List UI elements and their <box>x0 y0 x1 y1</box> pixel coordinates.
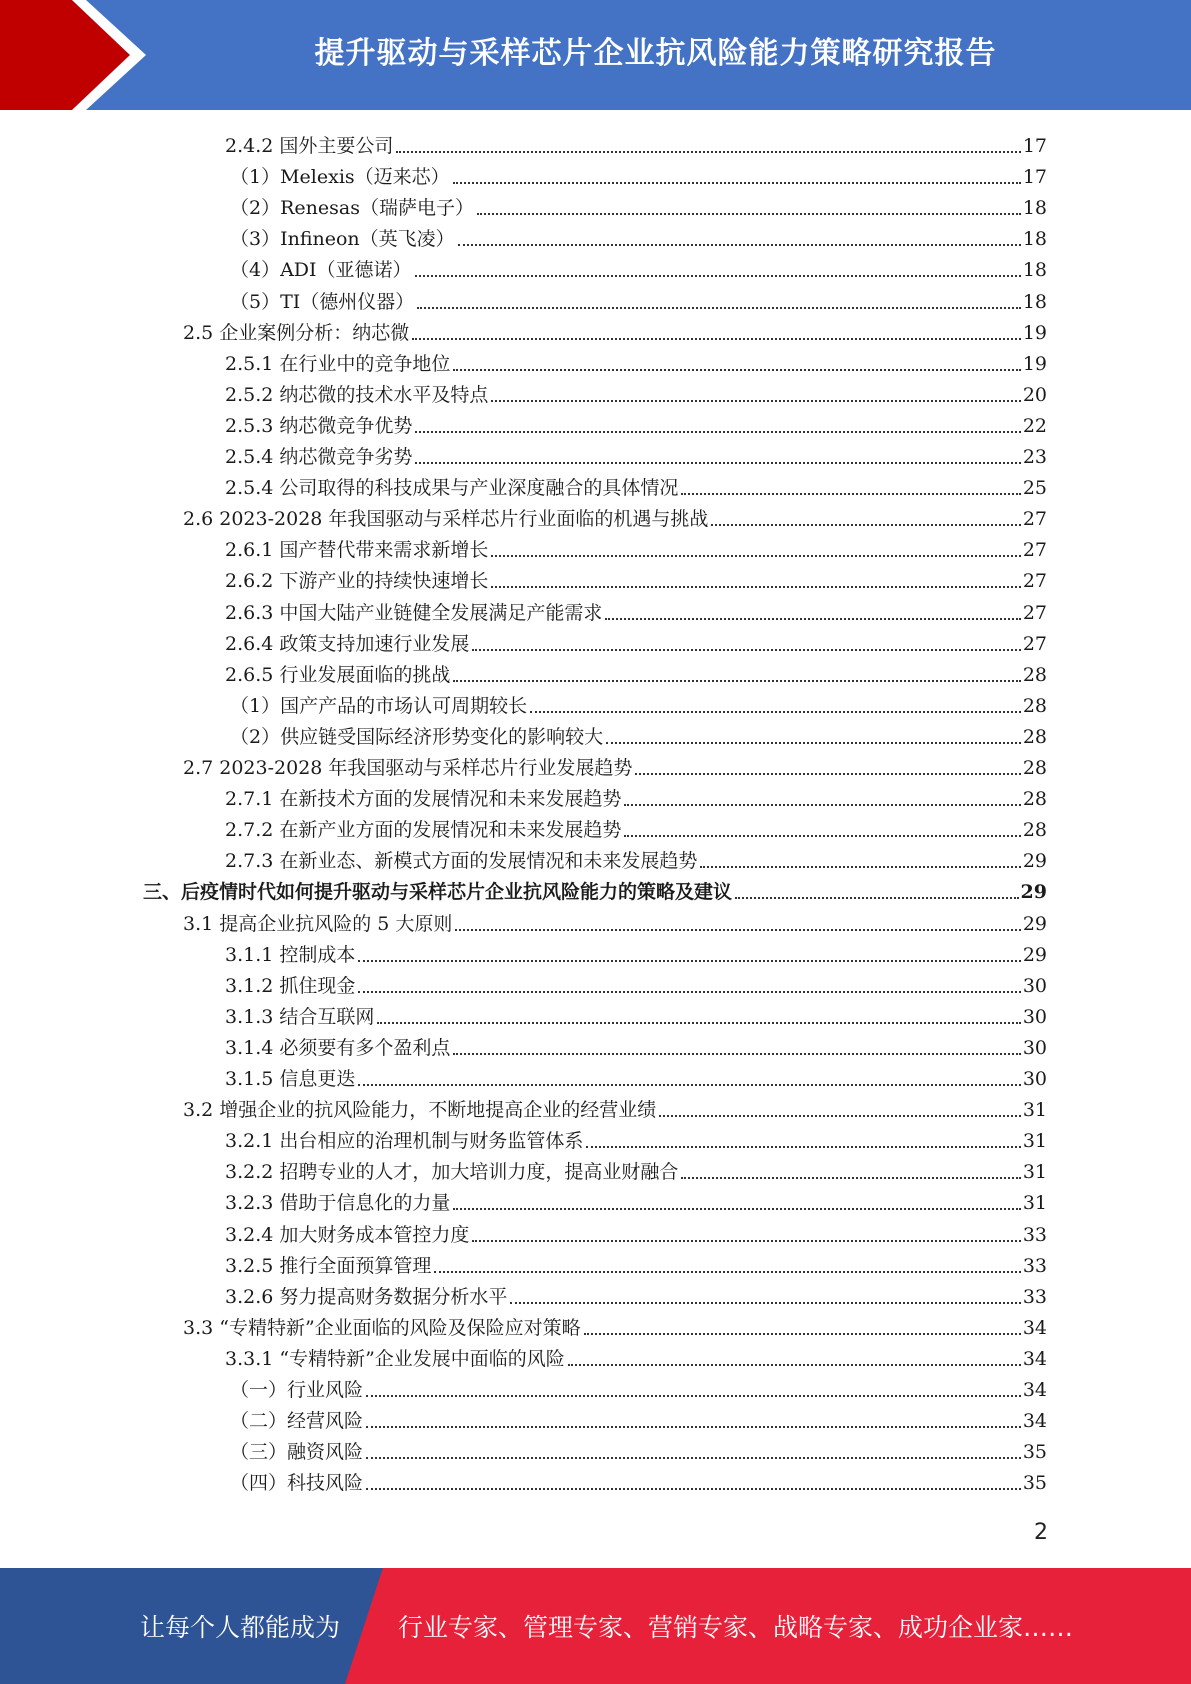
toc-entry[interactable] <box>225 407 1047 438</box>
toc-dot-leader <box>472 1240 1020 1242</box>
page-number: 2 <box>1034 1520 1048 1545</box>
toc-entry-page: 29 <box>1022 912 1047 935</box>
toc-dot-leader <box>453 1208 1020 1210</box>
toc-entry[interactable] <box>225 625 1047 656</box>
toc-entry-page: 27 <box>1022 632 1047 655</box>
toc-entry-page: 17 <box>1022 135 1047 157</box>
toc-dot-leader <box>453 680 1020 682</box>
toc-dot-leader <box>358 960 1020 962</box>
page-footer <box>0 1568 1191 1684</box>
toc-dot-leader <box>491 400 1020 402</box>
toc-entry-page: 30 <box>1022 1005 1047 1028</box>
toc-entry-label: （1）Melexis（迈来芯） <box>230 166 450 189</box>
toc-entry-page: 29 <box>1020 881 1047 904</box>
toc-dot-leader <box>510 1302 1020 1304</box>
toc-entry-page: 34 <box>1022 1379 1047 1401</box>
toc-entry-label: 3.2.1 出台相应的治理机制与财务监管体系 <box>225 1130 584 1153</box>
toc-entry-label: （2）供应链受国际经济形势变化的影响较大 <box>230 725 604 748</box>
toc-dot-leader <box>415 462 1020 464</box>
toc-dot-leader <box>477 213 1021 215</box>
toc-entry-label: （4）ADI（亚德诺） <box>230 259 412 282</box>
toc-dot-leader <box>415 431 1020 433</box>
toc-entry-page: 35 <box>1022 1441 1047 1464</box>
toc-dot-leader <box>366 1426 1021 1428</box>
toc-dot-leader <box>624 804 1020 806</box>
toc-entry[interactable] <box>183 905 1047 936</box>
toc-entry-page: 22 <box>1022 414 1047 437</box>
toc-entry-page: 28 <box>1022 694 1047 717</box>
toc-entry-label: 3.3.1 “专精特新”企业发展中面临的风险 <box>225 1347 565 1370</box>
toc-entry-label: 3.2 增强企业的抗风险能力，不断地提高企业的经营业绩 <box>183 1099 657 1122</box>
toc-entry[interactable] <box>230 687 1047 718</box>
toc-dot-leader <box>605 618 1020 620</box>
toc-entry-label: （1）国产产品的市场认可周期较长 <box>230 694 528 717</box>
toc-dot-leader <box>472 649 1020 651</box>
toc-entry-page: 30 <box>1022 1036 1047 1059</box>
toc-dot-leader <box>453 369 1020 371</box>
toc-entry[interactable] <box>230 1371 1047 1402</box>
toc-entry[interactable] <box>225 469 1047 500</box>
toc-entry-label: 2.6.4 政策支持加速行业发展 <box>225 632 470 655</box>
toc-entry[interactable] <box>225 1247 1047 1278</box>
toc-entry-page: 27 <box>1022 570 1047 593</box>
toc-entry[interactable] <box>225 1029 1047 1060</box>
toc-dot-leader <box>458 244 1021 246</box>
toc-entry[interactable] <box>225 562 1047 593</box>
toc-dot-leader <box>735 897 1019 899</box>
toc-entry-label: （四）科技风险 <box>230 1472 364 1495</box>
red-arrow-logo-icon <box>0 0 150 110</box>
toc-entry[interactable] <box>225 1340 1047 1371</box>
toc-entry-page: 18 <box>1022 290 1047 313</box>
toc-dot-leader <box>606 742 1021 744</box>
toc-entry-page: 31 <box>1022 1161 1047 1184</box>
toc-entry-label: 2.5.4 纳芯微竞争劣势 <box>225 446 413 468</box>
toc-entry-page: 28 <box>1022 819 1047 842</box>
toc-dot-leader <box>396 151 1020 153</box>
toc-entry[interactable] <box>230 718 1047 749</box>
toc-entry[interactable] <box>230 189 1047 220</box>
toc-dot-leader <box>681 1177 1020 1179</box>
toc-entry-label: 2.7.3 在新业态、新模式方面的发展情况和未来发展趋势 <box>225 850 698 873</box>
toc-entry-page: 25 <box>1022 477 1047 500</box>
toc-entry-label: 3.2.2 招聘专业的人才，加大培训力度，提高业财融合 <box>225 1161 679 1184</box>
toc-entry-label: 2.5.4 公司取得的科技成果与产业深度融合的具体情况 <box>225 477 679 500</box>
toc-entry-page: 27 <box>1022 539 1047 562</box>
toc-entry-page: 18 <box>1022 228 1047 251</box>
toc-dot-leader <box>358 991 1020 993</box>
toc-entry-page: 19 <box>1022 352 1047 375</box>
toc-entry[interactable] <box>183 1091 1047 1122</box>
toc-entry-label: 3.3 “专精特新”企业面临的风险及保险应对策略 <box>183 1316 581 1339</box>
toc-entry-page: 31 <box>1022 1192 1047 1215</box>
toc-entry[interactable] <box>225 1060 1047 1091</box>
toc-entry-label: 2.6.1 国产替代带来需求新增长 <box>225 539 489 562</box>
toc-entry-label: 2.4.2 国外主要公司 <box>225 135 394 157</box>
toc-entry[interactable] <box>225 1278 1047 1309</box>
toc-dot-leader <box>453 182 1021 184</box>
toc-entry-label: 3.1.5 信息更迭 <box>225 1068 356 1090</box>
toc-entry[interactable] <box>225 656 1047 687</box>
toc-entry-page: 34 <box>1022 1410 1047 1433</box>
toc-dot-leader <box>711 524 1020 526</box>
toc-entry[interactable] <box>225 998 1047 1029</box>
toc-entry-label: 三、后疫情时代如何提升驱动与采样芯片企业抗风险能力的策略及建议 <box>143 881 733 904</box>
toc-entry[interactable] <box>225 1122 1047 1153</box>
toc-dot-leader <box>530 711 1021 713</box>
toc-entry-label: 2.6 2023-2028 年我国驱动与采样芯片行业面临的机遇与挑战 <box>183 508 709 531</box>
toc-entry-label: 3.1.3 结合互联网 <box>225 1005 375 1028</box>
toc-entry-page: 29 <box>1022 850 1047 873</box>
toc-entry[interactable] <box>225 936 1047 967</box>
toc-entry-page: 30 <box>1022 974 1047 997</box>
toc-entry-label: 3.1.4 必须要有多个盈利点 <box>225 1036 451 1059</box>
toc-entry-label: 3.2.4 加大财务成本管控力度 <box>225 1223 470 1246</box>
toc-entry-label: 2.5 企业案例分析：纳芯微 <box>183 321 410 344</box>
toc-entry[interactable] <box>143 873 1047 904</box>
toc-dot-leader <box>624 835 1020 837</box>
toc-dot-leader <box>455 929 1020 931</box>
toc-dot-leader <box>584 1333 1021 1335</box>
toc-entry[interactable] <box>225 594 1047 625</box>
toc-entry-label: 2.7 2023-2028 年我国驱动与采样芯片行业发展趋势 <box>183 757 633 779</box>
toc-entry[interactable] <box>230 1402 1047 1433</box>
toc-entry-label: （一）行业风险 <box>230 1379 364 1401</box>
toc-entry-page: 18 <box>1022 259 1047 282</box>
toc-dot-leader <box>491 555 1020 557</box>
toc-dot-leader <box>491 586 1020 588</box>
toc-entry-page: 29 <box>1022 943 1047 966</box>
toc-entry[interactable] <box>183 500 1047 531</box>
toc-dot-leader <box>434 1271 1020 1273</box>
toc-entry-label: 3.2.5 推行全面预算管理 <box>225 1254 432 1277</box>
toc-entry-label: （三）融资风险 <box>230 1441 364 1464</box>
toc-entry-label: 3.2.6 努力提高财务数据分析水平 <box>225 1285 508 1308</box>
toc-entry-label: 3.1 提高企业抗风险的 5 大原则 <box>183 912 453 935</box>
toc-entry[interactable] <box>230 283 1047 314</box>
toc-entry[interactable] <box>230 158 1047 189</box>
page-header <box>0 0 1191 110</box>
toc-entry-page: 17 <box>1022 166 1047 189</box>
toc-entry-label: 2.5.1 在行业中的竞争地位 <box>225 352 451 375</box>
toc-dot-leader <box>412 338 1021 340</box>
toc-dot-leader <box>366 1488 1021 1490</box>
toc-dot-leader <box>681 493 1020 495</box>
toc-entry[interactable] <box>225 967 1047 998</box>
toc-entry-label: （5）TI（德州仪器） <box>230 290 415 313</box>
toc-entry-page: 34 <box>1022 1347 1047 1370</box>
toc-entry-label: 3.1.1 控制成本 <box>225 943 356 966</box>
toc-entry-label: 2.5.3 纳芯微竞争优势 <box>225 414 413 437</box>
toc-entry-label: 3.2.3 借助于信息化的力量 <box>225 1192 451 1215</box>
toc-entry-page: 20 <box>1022 383 1047 406</box>
toc-entry-label: （二）经营风险 <box>230 1410 364 1433</box>
toc-entry[interactable] <box>230 1464 1047 1495</box>
toc-entry-page: 31 <box>1022 1130 1047 1153</box>
toc-entry[interactable] <box>183 314 1047 345</box>
toc-entry[interactable] <box>225 345 1047 376</box>
toc-entry-label: 2.7.1 在新技术方面的发展情况和未来发展趋势 <box>225 788 622 811</box>
toc-dot-leader <box>453 1053 1020 1055</box>
toc-entry[interactable] <box>225 1216 1047 1247</box>
toc-entry-page: 31 <box>1022 1099 1047 1122</box>
toc-entry[interactable] <box>225 1153 1047 1184</box>
toc-dot-leader <box>659 1115 1021 1117</box>
toc-entry[interactable] <box>225 811 1047 842</box>
toc-entry-page: 19 <box>1022 321 1047 344</box>
toc-dot-leader <box>568 1364 1021 1366</box>
toc-dot-leader <box>700 866 1020 868</box>
report-title: 提升驱动与采样芯片企业抗风险能力策略研究报告 <box>314 36 997 71</box>
toc-entry-page: 33 <box>1022 1254 1047 1277</box>
toc-entry-page: 28 <box>1022 725 1047 748</box>
toc-entry-page: 34 <box>1022 1316 1047 1339</box>
toc-entry-page: 28 <box>1022 757 1047 779</box>
toc-dot-leader <box>377 1022 1020 1024</box>
toc-entry-page: 23 <box>1022 446 1047 468</box>
toc-dot-leader <box>366 1395 1021 1397</box>
toc-entry-page: 18 <box>1022 197 1047 220</box>
toc-entry-page: 30 <box>1022 1068 1047 1090</box>
toc-entry-page: 35 <box>1022 1472 1047 1495</box>
toc-entry[interactable] <box>183 1309 1047 1340</box>
toc-entry[interactable] <box>225 127 1047 158</box>
toc-entry-label: 2.6.2 下游产业的持续快速增长 <box>225 570 489 593</box>
toc-entry-page: 33 <box>1022 1285 1047 1308</box>
toc-entry[interactable] <box>225 531 1047 562</box>
toc-entry-label: 3.1.2 抓住现金 <box>225 974 356 997</box>
toc-dot-leader <box>417 307 1021 309</box>
toc-entry[interactable] <box>230 1433 1047 1464</box>
toc-entry-label: （2）Renesas（瑞萨电子） <box>230 197 474 220</box>
toc-dot-leader <box>586 1146 1020 1148</box>
toc-entry[interactable] <box>183 749 1047 780</box>
toc-entry-label: 2.7.2 在新产业方面的发展情况和未来发展趋势 <box>225 819 622 842</box>
toc-entry[interactable] <box>225 438 1047 469</box>
toc-dot-leader <box>366 1457 1021 1459</box>
footer-slogan-left: 让每个人都能成为 <box>140 1613 341 1642</box>
toc-dot-leader <box>415 275 1021 277</box>
toc-entry-page: 27 <box>1022 601 1047 624</box>
toc-entry-page: 28 <box>1022 663 1047 686</box>
toc-entry[interactable] <box>230 220 1047 251</box>
toc-entry-label: 2.6.5 行业发展面临的挑战 <box>225 663 451 686</box>
toc-entry-page: 28 <box>1022 788 1047 811</box>
toc-entry-label: （3）Infineon（英飞凌） <box>230 228 455 251</box>
toc-entry-page: 33 <box>1022 1223 1047 1246</box>
toc-entry-page: 27 <box>1022 508 1047 531</box>
toc-entry-label: 2.6.3 中国大陆产业链健全发展满足产能需求 <box>225 601 603 624</box>
toc-dot-leader <box>358 1084 1020 1086</box>
footer-slogan-right: 行业专家、管理专家、营销专家、战略专家、成功企业家…… <box>398 1613 1074 1642</box>
toc-dot-leader <box>635 773 1020 775</box>
toc-entry[interactable] <box>225 842 1047 873</box>
toc-entry[interactable] <box>225 780 1047 811</box>
toc-entry-label: 2.5.2 纳芯微的技术水平及特点 <box>225 383 489 406</box>
toc-entry[interactable] <box>225 376 1047 407</box>
toc-entry[interactable] <box>230 251 1047 282</box>
toc-entry[interactable] <box>225 1184 1047 1215</box>
